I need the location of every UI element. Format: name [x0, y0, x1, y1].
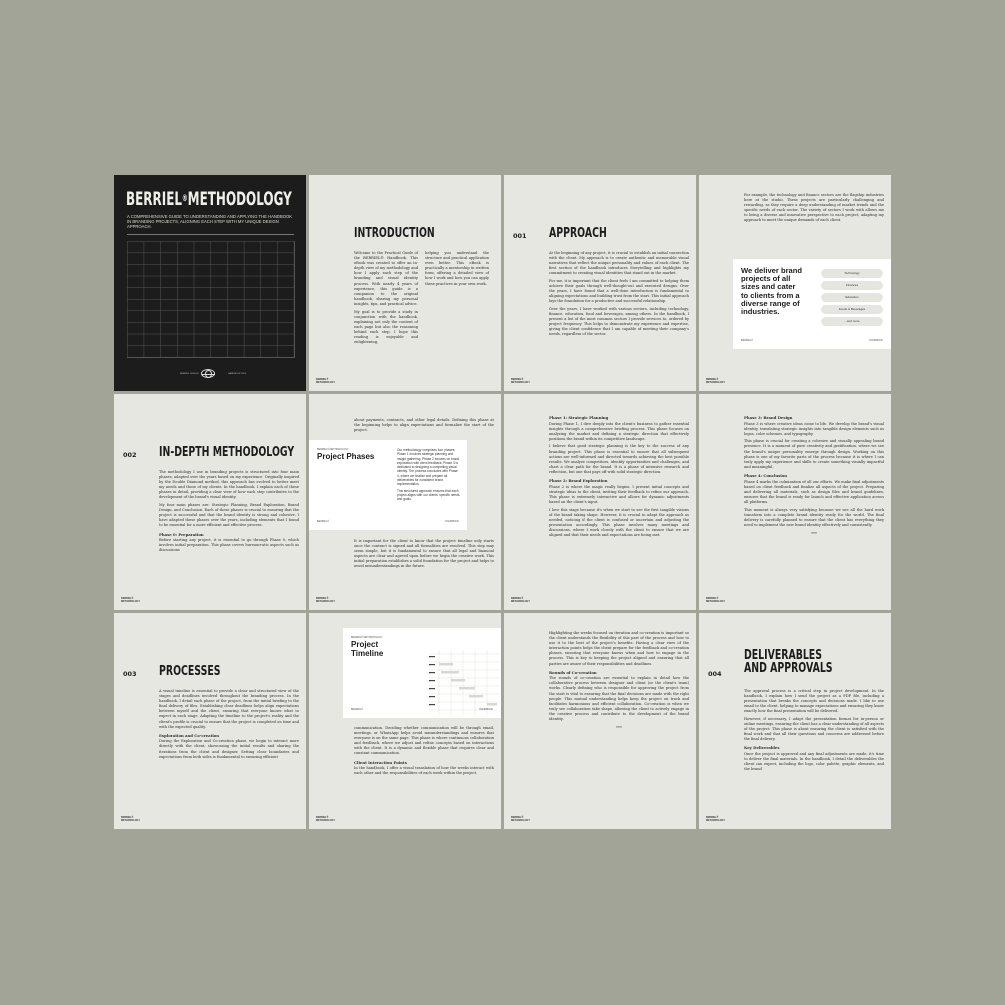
paragraph: In the handbook, I offer a visual translation of how the weeks interact with each other and the responsibilities of each week within the project. [354, 766, 494, 776]
subheading: Phase 4: Conclusion [744, 472, 788, 478]
phases-top-text: about payments, contracts, and other legal details. Defining this phase at the beginning helps to align expectations and formalize the start of the project. [354, 418, 494, 433]
paragraph: However, if necessary, I adapt the presentation format for in-person or online meetings, ensuring the client has a clear understanding of all aspects of the project. This phase is about ensuring the client is satisfied with the final work and that all their questions and concerns are addressed before the final delivery. [744, 716, 884, 742]
page-footer: BERRIEL® METHODOLOGY [316, 816, 335, 822]
phases-bottom-text: It is important for the client to know that the project timeline only starts once the contract is signed and all formalities are resolved. This step may seem simple, but it is fundamental to ensure that all legal and financial aspects are clear and agreed upon before we begin the creative work. This initial preparation establishes a solid foundation for the project and helps to avoid misunderstandings in the future. [354, 539, 494, 569]
deliverables-page [699, 613, 891, 829]
card-footer-left: BERRIEL® [351, 708, 363, 711]
cover-title: BERRIEL®METHODOLOGY [126, 188, 292, 210]
page-footer: BERRIEL® METHODOLOGY [316, 378, 335, 384]
sector-pill: Finances [821, 281, 883, 290]
sectors-intro: For example, the technology and finance sectors are the flagship industries here at the studio. These projects are particularly challenging and rewarding, as they require a deep understanding of market trends and the specific needs of each sector. The variety of sectors I work with allows me to bring a diverse and innovative perspective to each project, adapting my approach to meet the unique demands of each client. [744, 193, 884, 223]
subheading: Exploration and Co-creation [159, 732, 220, 738]
section-separator: *** [616, 725, 622, 731]
intro-paragraph: My goal is to provide a study in conjunction with the handbook, explaining not only the content of each page but also the reasoning behind each step. I hope this reading is enjoyable and enlightening, [354, 309, 418, 345]
project-phases-page [309, 394, 501, 610]
page-footer: BERRIEL® METHODOLOGY [706, 597, 725, 603]
approach-page [504, 175, 696, 391]
page-footer: BERRIEL® METHODOLOGY [121, 816, 140, 822]
section-number: 002 [123, 451, 137, 459]
card-footer-left: BERRIEL® [317, 520, 329, 523]
timeline-body [354, 726, 494, 779]
processes-page [114, 613, 306, 829]
paragraph: At the beginning of any project, it is crucial to establish an initial connection with the client. My approach is to create authentic and memorable visual narratives that reflect the unique personality and values of each client. The first section of the handbook introduces Storytelling and highlights my commitment to creating visual identities that stand out in the market. [549, 251, 689, 276]
phases-1-2-body [549, 412, 689, 541]
paragraph: Phase 2 is where the magic really begins. I present initial concepts and strategic ideas to the client, inviting their feedback to refine our approach. This phase is extremely interactive and allows for dynamic adjustments based on the client's input. [549, 484, 689, 504]
subheading: Phase 1: Strategic Planning [549, 415, 609, 420]
approach-body [549, 251, 689, 340]
cover-subtitle: A COMPREHENSIVE GUIDE TO UNDERSTANDING AND APPLYING THE HANDBOOK IN BRANDING PROJECTS, ALIGNING EACH STEP WITH MY UNIQUE DESIGN APPROACH. [127, 214, 293, 230]
paragraph: This moment is always very satisfying because we see all the hard work transform into a complete brand identity ready for the world. The final delivery is carefully planned to ensure that the client has everything they need to implement the new brand identity effectively and consistently. [744, 507, 884, 527]
paragraph: I believe that good strategic planning is the key to the success of any branding project. This phase is essential to ensure that all subsequent actions are well-informed and directed towards achieving the best possible results. We analyze competitors, identify opportunities and challenges, and chart a clear path for the brand. It is a phase of intensive research and reflection, but one that pays off with solid strategic direction. [549, 444, 689, 474]
page-footer: BERRIEL® METHODOLOGY [511, 597, 530, 603]
paragraph: For me, it is important that the client feels I am committed to helping them achieve their goals through well-thought-out and executed designs. Over the years, I have found that a well-done introduction is fundamental to aligning expectations and building trust from the start. This initial approach lays the foundation for a productive and successful relationship. [549, 278, 689, 304]
paragraph: During Phase 1, I dive deeply into the client's business to gather essential insights through a comprehensive briefing process. This phase focuses on analyzing the market and defining a strategic direction that effectively positions the brand within its competitive landscape. [549, 421, 689, 441]
subheading: Rounds of Co-creation [549, 669, 597, 675]
sectors-page [699, 175, 891, 391]
phases-1-2-page [504, 394, 696, 610]
sector-pill: Education [821, 293, 883, 302]
page-title: APPROACH [549, 226, 607, 241]
in-depth-methodology-page [114, 394, 306, 610]
page-title: IN-DEPTH METHODOLOGY [159, 445, 295, 460]
paragraph: The rounds of co-creation are essential to explain in detail how the collaborative process between designer and client (or the client's team) works. Clearly defining who is responsible for approving the project from the start is vital to ensuring that the final decisions are made with the right people. This mutual understanding helps keep the project on track and facilitates harmonious and efficient collaboration. Co-creation is when we truly see collaboration take shape, allowing the client to actively engage in the creative process and contribute to the development of the brand identity. [549, 676, 689, 721]
page-footer: BERRIEL® METHODOLOGY [706, 816, 725, 822]
phases-3-4-page [699, 394, 891, 610]
card-footer-right: HANDBOOK [479, 708, 493, 711]
subheading: Phase 2: Brand Exploration [549, 478, 608, 484]
paragraph: During the Exploration and Co-creation phase, we begin to interact more directly with the client, showcasing the initial results and sharing the iterations from the client and designer. Setting clear boundaries and expectations from both sides is fundamental to ensuring efficient [159, 739, 299, 759]
subheading: Phase 3: Brand Design [744, 415, 793, 420]
card-title: Project Timeline [351, 640, 384, 658]
paragraph: My four main phases are: Strategic Planning, Brand Exploration, Brand Design, and Conclusion. Each of these phases is crucial to ensuring that the project is successful and that the brand identity is strong and cohesive. I have adapted these phases over the years, including elements that I found to be essential for a more efficient and effective process. [159, 503, 299, 528]
in-depth-body [159, 470, 299, 556]
card-statement: We deliver brand projects of all sizes and cater to clients from a diverse range of industries. [741, 266, 803, 317]
card-footer-left: BERRIEL® [741, 339, 753, 342]
paragraph: The approval process is a critical step in project development. In the handbook, I explain how I send the project as a PDF file, including a presentation that breaks the concepts and decisions made. I like to use email to the client, helping to manage expectations and ensuring they know exactly how the final presentation will be delivered. [744, 689, 884, 714]
paragraph: I love this stage because it's when we start to see the first tangible visions of the brand taking shape. However, it is crucial to adapt the approach as needed, noticing if the client is confused or uncertain and adjusting the presentation accordingly. This phase involves many meetings and discussions, where I work closely with the client to ensure that we are aligned and that their needs and expectations are being met. [549, 507, 689, 537]
section-number: 003 [123, 670, 137, 678]
page-footer: BERRIEL® METHODOLOGY [316, 597, 335, 603]
subheading: Client Interaction Points [354, 759, 407, 765]
intro-column-1 [354, 251, 418, 348]
phases-3-4-body [744, 412, 884, 536]
project-timeline-page [309, 613, 501, 829]
co-creation-body [549, 631, 689, 730]
project-phases-card [309, 440, 467, 530]
section-number: 004 [708, 670, 722, 678]
deliverables-body [744, 689, 884, 775]
sector-pill: Foods & Beverages [821, 305, 883, 314]
project-timeline-card [343, 628, 501, 718]
subheading: Key Deliverables [744, 745, 780, 751]
intro-paragraph: helping you understand the structure and practical application even better. This eBook is practically a mentorship in written form, offering a detailed view of how I work and how you can apply these practices in your own work. [425, 251, 489, 286]
paragraph: Highlighting the weeks focused on iteration and co-creation is important so the client understands the flexibility of this part of the process and how to use it to the best of the project's benefits. Having a clear view of the interaction points helps the client prepare for the feedback and co-creation phases, ensuring that everyone knows when and how to engage in the process. This is key to keeping the project aligned and ensuring that all parties are aware of their responsibilities and deadlines. [549, 631, 689, 666]
paragraph: Over the years, I have worked with various sectors, including technology, finance, education, food and beverages, among others. In the handbook, I present a list of the most common sectors I provide services to, ordered by project frequency. This helps to demonstrate my experience and expertise, giving the client confidence that I am capable of meeting their company's needs, regardless of the sector. [549, 306, 689, 337]
page-title: PROCESSES [159, 664, 221, 679]
intro-column-2 [425, 251, 489, 289]
paragraph: The methodology I use in branding projects is structured into four main phases, adapted over the years based on my experience. Originally inspired by the Double Diamond method, this approach has evolved to better meet my needs and those of my clients. In the handbook, I explain each of these phases in detail, providing a clear view of how each step contributes to the development of the brand's visual identity. [159, 470, 299, 500]
card-title: Project Phases [317, 452, 375, 461]
co-creation-page [504, 613, 696, 829]
sectors-card [733, 259, 891, 349]
page-footer: BERRIEL® METHODOLOGY [511, 816, 530, 822]
paragraph: Before starting any project, it is essential to go through Phase 0, which involves initial preparation. This phase covers bureaucratic aspects such as discussions [159, 538, 299, 553]
card-footer-right: HANDBOOK [445, 520, 459, 523]
processes-body [159, 689, 299, 762]
globe-icon [201, 369, 215, 378]
subheading: Phase 0: Preparation [159, 531, 204, 537]
card-label: BERRIEL® METHODOLOGY [317, 448, 349, 451]
cover-footer-left: BERRIEL DESIGN [180, 373, 199, 375]
cover-footer [114, 369, 306, 379]
card-body: Our methodology comprises four phases: Phase 1 involves strategic planning and insight gathering. Phase 2 focuses on brand exploration with client feedback. Phase 3 is dedicated to designing a compelling visual identity. The process concludes with Phase 4, where we finalize and prepare all deliverables for consistent brand implementation. This structured approach ensures that each project aligns with our clients' specific needs and goals. [397, 448, 460, 502]
timeline-table [429, 650, 499, 716]
card-footer-right: HANDBOOK [869, 339, 883, 342]
paragraph: communication. Deciding whether communication will be through email, meetings, or WhatsApp helps avoid misunderstandings and ensures that everyone is on the same page. This phase is where continuous collaboration and feedback, where we adjust and refine concepts based on interactions with the client. It is a dynamic and flexible phase that requires clear and constant communication. [354, 726, 494, 756]
page-footer: BERRIEL® METHODOLOGY [511, 378, 530, 384]
introduction-page [309, 175, 501, 391]
cover-page [114, 175, 306, 391]
paragraph: Phase 4 marks the culmination of all our efforts. We make final adjustments based on client feedback and finalize all aspects of the project. Preparing and delivering all materials, such as design files and brand guidelines, ensures that the brand is ready for launch and effective application across all platforms. [744, 479, 884, 504]
paragraph: This phase is crucial for creating a cohesive and visually appealing brand presence. It is a moment of pure creativity and gratification, where we see the brand's unique personality emerge through design. Working on this phase is one of my favorite parts of the process because it is where I can truly apply my experience and skills to create something visually impactful and meaningful. [744, 439, 884, 469]
cover-grid [127, 241, 295, 358]
cover-footer-right: HANDBOOK 2024 [228, 373, 246, 375]
page-title: DELIVERABLES AND APPROVALS [744, 648, 833, 676]
card-label: BERRIEL® METHODOLOGY [351, 636, 383, 639]
section-separator: *** [811, 530, 817, 536]
page-footer: BERRIEL® METHODOLOGY [706, 378, 725, 384]
sector-pill: ...and more [821, 317, 883, 326]
page-footer: BERRIEL® METHODOLOGY [121, 597, 140, 603]
section-number: 001 [513, 232, 527, 240]
cover-divider [127, 234, 294, 235]
paragraph: Once the project is approved and any final adjustments are made, it's time to deliver the final materials. In the handbook, I detail the deliverables the client can expect, including the logo, color palette, graphic elements, and the brand [744, 752, 884, 772]
sector-pill: Technology [821, 269, 883, 278]
intro-paragraph: Welcome to the Practical Guide of the BERRIEL® Handbook. This eBook was created to offer an in-depth view of my methodology and how I apply each step of the branding and visual identity process. With nearly 4 years of experience, this guide is a companion to the original handbook, sharing my personal insights, tips, and practical advice. [354, 251, 418, 306]
paragraph: Phase 3 is where creative ideas come to life. We develop the brand's visual identity, translating strategic insights into tangible design elements such as logos, color schemes, and typography. [744, 421, 884, 436]
page-title: INTRODUCTION [354, 226, 435, 241]
paragraph: A visual timeline is essential to provide a clear and structured view of the stages and deadlines involved throughout the branding process. In the handbook, I detail each phase of the project, from the initial briefing to the final delivery of files. Establishing clear deadlines helps align expectations between myself and the client, ensuring that everyone knows what to expect in each stage. Adapting the timeline to the project's reality and the client's profile is crucial to ensure that the project is completed on time and with the expected quality. [159, 689, 299, 729]
